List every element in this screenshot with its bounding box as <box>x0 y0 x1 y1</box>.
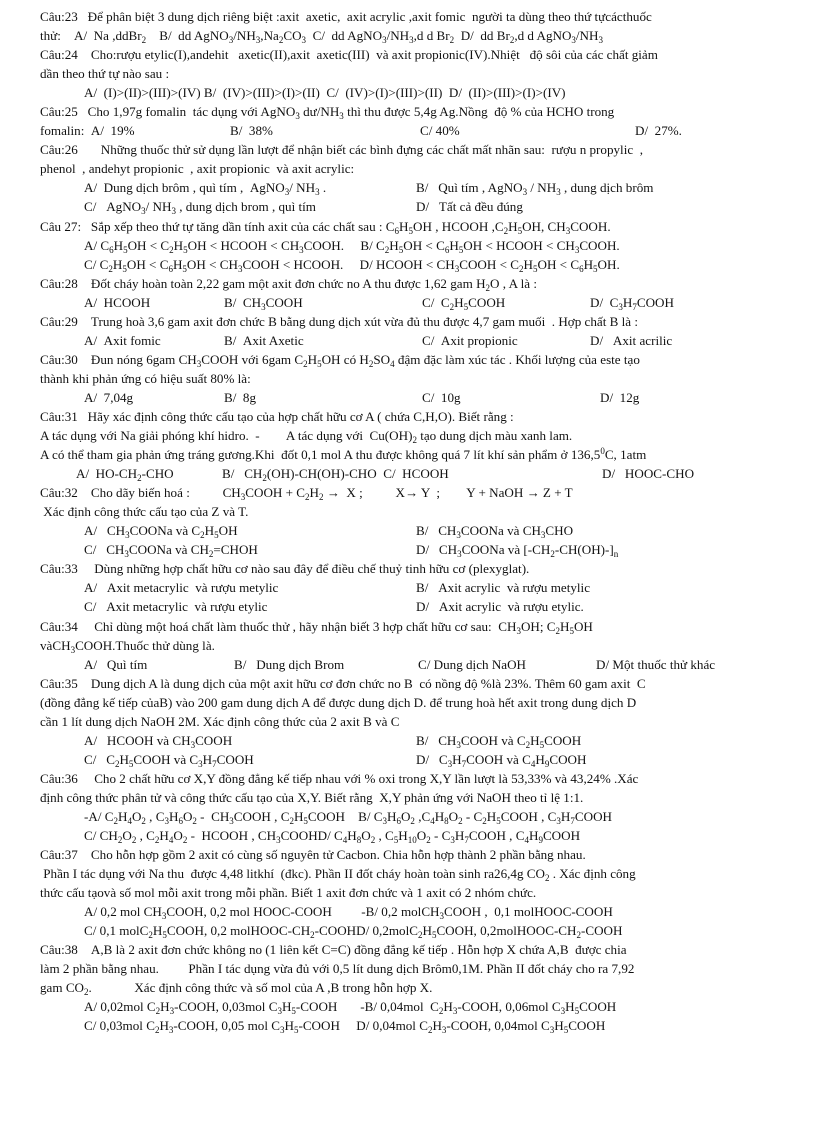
question-stem: Câu:31 Hãy xác định công thức cấu tạo của hợp chất hữu cơ A ( chứa C,H,O). Biết rằng : <box>40 408 514 424</box>
answer-option: B/ Quì tím , AgNO$_3$ / $NH_3$ , dung dịch brôm <box>416 180 654 198</box>
answer-options-row <box>40 464 790 483</box>
question-stem: Câu:33 Dùng những hợp chất hữu cơ nào sau đây để điều chế thuỷ tinh hữu cơ (plexyglat). <box>40 561 530 577</box>
answer-options-line: A/ 0,02mol $C_2H_3$-COOH, 0,03mol $C_3H_5$-COOH -B/ 0,04mol $C_2H_3$-COOH, 0,06mol $C_3H_5COOH$ <box>84 999 617 1017</box>
answer-options-row <box>40 331 790 350</box>
answer-options-line: -A/ $C_2H_4O_2$ , $C_3H_6O_2$ - $CH_3COOH$ , $C_2H_5COOH$ B/ $C_3H_6O_2$ $,C_4H_8O_2$ - $C_2H_5COOH$ , $C_3H_7COOH$ <box>84 808 612 826</box>
answer-options-row <box>40 521 790 540</box>
answer-option: D/ Tất cả đều đúng <box>416 199 523 215</box>
answer-option: B/ 38% <box>230 123 273 139</box>
question-text-line: Phần I tác dụng với Na thu được 4,48 litkhí (đkc). Phần II đốt cháy hoàn toàn sinh ra26,4g $CO_2$ . Xác định công <box>40 866 636 884</box>
question-text-line: vàCH$_3$COOH.Thuốc thử dùng là. <box>40 637 215 655</box>
question-text-line: thử: A/ Na ,ddBr$_2$ B/ dd $AgNO_3/NH_3,Na_2CO_3$ C/ dd $AgNO_3/NH_3,d$ d $Br_2$ D/ dd $Br_2,d$ d $AgNO_3/NH_3$ <box>40 28 603 46</box>
answer-options-line: A/ (I)>(II)>(III)>(IV) B/ (IV)>(III)>(I)>(II) C/ (IV)>(I)>(III)>(II) D/ (II)>(III)>(I)>(IV) <box>84 85 566 101</box>
question-text-line: A tác dụng với Na giải phóng khí hidro. - A tác dụng với $Cu(OH)_2$ tạo dung dịch màu xanh lam. <box>40 428 573 446</box>
question-text-line: (đồng đẳng kế tiếp củaB) vào 200 gam dung dịch A để được dung dịch D. để trung hoà hết axit trong dung dịch D <box>40 694 637 710</box>
answer-option: C/ $CH_3COONa$ và $CH_2=CHOH$ <box>84 542 258 560</box>
answer-option: A/ Quì tím <box>84 656 148 672</box>
answer-options-row <box>40 750 790 769</box>
question-text-line: phenol , andehyt propionic , axit propionic và axit acrylic: <box>40 161 355 177</box>
answer-option: B/ 8g <box>224 389 257 405</box>
answer-option: D/ Axit acrilic <box>590 332 673 348</box>
question-stem: Câu:38 A,B là 2 axit đơn chức không no (1 liên kết C=C) đồng đẳng kế tiếp . Hỗn hợp X chứa A,B được chia <box>40 942 627 958</box>
answer-option: B/ $CH_3COOH$ và $C_2H_5COOH$ <box>416 732 582 750</box>
question-text-line: thành khi phản ứng có hiệu suất 80% là: <box>40 370 251 386</box>
question-stem: Câu:37 Cho hỗn hợp gồm 2 axit có cùng số nguyên tử Cacbon. Chia hỗn hợp thành 2 phần bằng nhau. <box>40 847 586 863</box>
answer-option: D/ $C_3H_7COOH$ và $C_4H_9COOH$ <box>416 751 587 769</box>
question-text-line: cần 1 lít dung dịch NaOH 2M. Xác định công thức của 2 axit B và C <box>40 713 400 729</box>
question-stem: Câu:28 Đốt cháy hoàn toàn 2,22 gam một axit đơn chức no A thu được 1,62 gam $H_2O$ , A là : <box>40 275 537 293</box>
answer-options-line: A/ $C_6H_5OH < C_2H_5OH$ < HCOOH < $CH_3COOH$. B/ $C_2H_5OH < C_6H_5OH$ < HCOOH < $CH_3COOH$. <box>84 237 620 255</box>
question-stem: Câu:25 Cho 1,97g fomalin tác dụng với AgNO$_3$ $dư/NH_3$ thì thu được 5,4g Ag.Nồng độ % của HCHO trong <box>40 104 615 122</box>
answer-options-row <box>40 578 790 597</box>
answer-option: A/ Axit fomic <box>84 332 161 348</box>
question-text-line: thức cấu tạovà số mol mỗi axit trong mỗi phần. Biết 1 axit đơn chức và 1 axit có 2 nhóm chức. <box>40 885 537 901</box>
answer-option: fomalin: A/ 19% <box>40 123 135 139</box>
answer-options-row <box>40 293 790 312</box>
answer-option: D/ $CH_3COONa$ và $[-CH_2-CH(OH)-]_n$ <box>416 542 619 560</box>
answer-options-row <box>40 731 790 750</box>
answer-option: A/ 7,04g <box>84 389 134 405</box>
answer-option: D/ 27%. <box>635 123 682 139</box>
answer-option: C/ Axit metacrylic và rượu etylic <box>84 599 268 615</box>
question-stem: Câu:36 Cho 2 chất hữu cơ X,Y đồng đẳng kế tiếp nhau với % oxi trong X,Y lần lượt là 53,33% và 43,24% .Xác <box>40 770 639 786</box>
answer-option: B/ Axit Axetic <box>224 332 304 348</box>
answer-options-row <box>40 178 790 197</box>
question-text-line: gam $CO_2$. Xác định công thức và số mol của A ,B trong hỗn hợp X. <box>40 980 433 998</box>
answer-options-line: C/ 0,03mol $C_2H_3$-COOH, 0,05 mol $C_3H_5$-COOH D/ 0,04mol $C_2H_3$-COOH, 0,04mol $C_3H_5COOH$ <box>84 1018 606 1036</box>
answer-option: A/ $HO-CH_2$-CHO <box>76 466 174 484</box>
answer-option: B/ $CH_3COOH$ <box>224 294 303 312</box>
answer-option: A/ Dung dịch brôm , quì tím , AgNO$_3$/ $NH_3$ . <box>84 180 327 198</box>
answer-options-row <box>40 388 790 407</box>
question-stem: Câu:35 Dung dịch A là dung dịch của một axit hữu cơ đơn chức no B có nồng độ %là 23%. Thêm 60 gam axit C <box>40 675 646 691</box>
answer-option: D/ HOOC-CHO <box>602 466 695 482</box>
answer-option: C/ $C_2H_5COOH$ và $C_3H_7COOH$ <box>84 751 254 769</box>
answer-option: C/ Dung dịch NaOH <box>418 656 527 672</box>
answer-options-row <box>40 655 790 674</box>
answer-option: A/ HCOOH và $CH_3COOH$ <box>84 732 233 750</box>
answer-options-line: C/ 0,1 $molC_2H_5COOH$, 0,2 molHOOC-$CH_2-COOHD/$ $0,2molC_2H_5COOH$, $0,2molHOOC-CH_2$-COOH <box>84 923 623 941</box>
answer-options-row <box>40 197 790 216</box>
answer-option: A/ $CH_3COONa$ và $C_2H_5OH$ <box>84 523 238 541</box>
answer-option: A/ Axit metacrylic và rượu metylic <box>84 580 279 596</box>
question-text-line: làm 2 phần bằng nhau. Phần I tác dụng vừa đủ với 0,5 lít dung dịch Brôm0,1M. Phần II đốt cháy cho ra 7,92 <box>40 961 635 977</box>
question-stem: Câu:29 Trung hoà 3,6 gam axit đơn chức B bằng dung dịch xút vừa đủ thu được 4,7 gam muối . Hợp chất B là : <box>40 313 638 329</box>
question-stem: Câu:30 Đun nóng 6gam $CH_3COOH$ với 6gam $C_2H_5OH$ có $H_2SO_4$ đậm đặc làm xúc tác . Khối lượng của este tạo <box>40 351 640 369</box>
answer-option: B/ Axit acrylic và rượu metylic <box>416 580 591 596</box>
answer-option: D/ Axit acrylic và rượu etylic. <box>416 599 584 615</box>
question-text-line: A có thể tham gia phản ứng tráng gương.Khi đốt 0,1 mol A thu được không quá 7 lít khí sản phẩm ở 136,5$^0$C, 1atm <box>40 446 647 463</box>
answer-options-line: C/ $C_2H_5OH < C_6H_5OH$ < $CH_3COOH$ < HCOOH. D/ HCOOH < $CH_3COOH < C_2H_5OH < C_6H_5OH$. <box>84 256 620 274</box>
question-stem: Câu:24 Cho:rượu etylic(I),andehit axetic(II),axit axetic(III) và axit propionic(IV).Nhiệt độ sôi của các chất giảm <box>40 47 658 63</box>
answer-option: B/ $CH_2(OH)-CH(OH)$-CHO C/ HCOOH <box>222 466 449 484</box>
answer-options-row <box>40 121 790 140</box>
answer-option: C/ 40% <box>420 123 460 139</box>
answer-option: B/ $CH_3COONa$ và $CH_3CHO$ <box>416 523 574 541</box>
answer-option: C/ 10g <box>422 389 461 405</box>
answer-option: C/ $C_2H_5COOH$ <box>422 294 506 312</box>
answer-option: D/ $C_3H_7COOH$ <box>590 294 674 312</box>
answer-option: C/ AgNO$_3$/ $NH_3$ , dung dịch brom , quì tím <box>84 199 316 217</box>
question-stem: Câu:34 Chỉ dùng một hoá chất làm thuốc thử , hãy nhận biết 3 hợp chất hữu cơ sau: $CH_3OH$; $C_2H_5OH$ <box>40 618 593 636</box>
question-stem: Câu:26 Những thuốc thử sử dụng lần lượt để nhận biết các bình đựng các chất mất nhãn sau: rượu n propylic , <box>40 142 643 158</box>
answer-options-row <box>40 540 790 559</box>
answer-option: D/ 12g <box>600 389 640 405</box>
question-text-line: Xác định công thức cấu tạo của Z và T. <box>40 504 249 520</box>
answer-options-line: A/ 0,2 mol $CH_3COOH$, 0,2 mol HOOC-COOH -B/ 0,2 molCH$_3$COOH , 0,1 molHOOC-COOH <box>84 904 613 922</box>
question-stem: Câu 27: Sắp xếp theo thứ tự tăng dần tính axit của các chất sau : $C_6H_5OH$ , HCOOH $,C_2H_5OH$, $CH_3COOH$. <box>40 218 611 236</box>
answer-option: D/ Một thuốc thử khác <box>596 656 716 672</box>
answer-option: B/ Dung dịch Brom <box>234 656 345 672</box>
question-stem: Câu:23 Để phân biệt 3 dung dịch riêng biệt :axit axetic, axit acrylic ,axit fomic người ta dùng theo thứ tựcácthuốc <box>40 9 652 24</box>
answer-option: C/ Axit propionic <box>422 332 518 348</box>
answer-option: A/ HCOOH <box>84 294 151 310</box>
answer-options-row <box>40 597 790 616</box>
answer-options-line: C/ $CH_2O_2$ , $C_2H_4O_2$ - HCOOH , $CH_3COOHD/$ $C_4H_8O_2$ , $C_5H_{10}O_2$ - $C_3H_7COOH$ , $C_4H_9COOH$ <box>84 828 581 846</box>
question-text-line: dần theo thứ tự nào sau : <box>40 66 170 82</box>
question-text-line: định công thức phân tử và công thức cấu tạo của X,Y. Biết rằng X,Y phản ứng với NaOH theo tỉ lệ 1:1. <box>40 789 584 805</box>
question-stem: Câu:32 Cho dãy biến hoá : $CH_3COOH + C_2H_2 \to X$ ; X→ Y ; Y + NaOH → Z + T <box>40 485 573 503</box>
